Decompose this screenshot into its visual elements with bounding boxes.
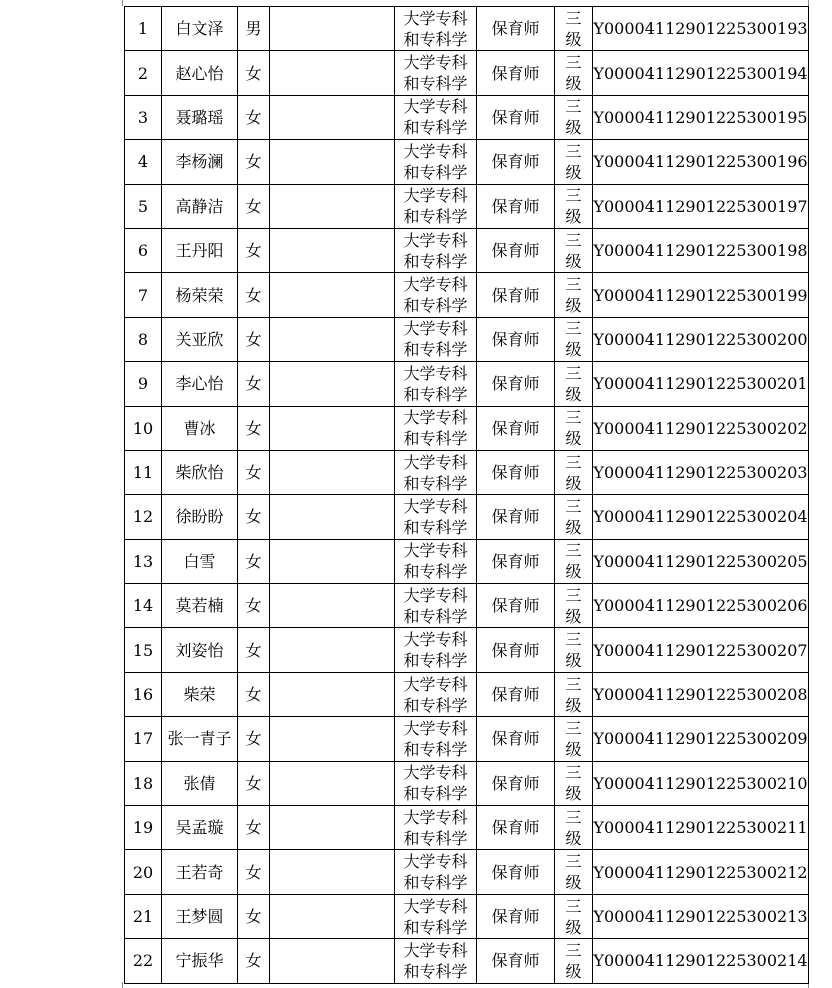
roster-table [124,6,809,984]
blank-cell [270,317,395,361]
gender: 女 [238,273,270,317]
certificate-number: Y00004112901225300195 [593,95,809,139]
gender: 女 [238,95,270,139]
gender: 女 [238,184,270,228]
level-line: 级 [565,473,582,493]
skill-level [555,273,593,317]
education-line: 大学专科 [403,363,468,383]
certificate-number: Y00004112901225300200 [593,317,809,361]
level-line: 级 [565,606,582,626]
person-name: 高静洁 [162,184,238,228]
level-line: 三 [565,8,582,28]
person-name: 莫若楠 [162,584,238,628]
blank-cell [270,228,395,272]
education [395,806,477,850]
table-row [125,850,809,894]
skill-level [555,894,593,938]
certificate-number: Y00004112901225300207 [593,628,809,672]
gender: 女 [238,495,270,539]
blank-cell [270,7,395,51]
gender: 女 [238,628,270,672]
gender: 女 [238,450,270,494]
education [395,939,477,983]
row-number: 10 [125,406,162,450]
education-line: 和专科学 [403,606,468,626]
table-row [125,628,809,672]
education [395,228,477,272]
skill-level [555,184,593,228]
blank-cell [270,850,395,894]
job-title: 保育师 [477,450,555,494]
skill-level [555,406,593,450]
row-number: 16 [125,672,162,716]
page-corner-mark [100,0,123,6]
blank-cell [270,584,395,628]
certificate-number: Y00004112901225300209 [593,717,809,761]
skill-level [555,7,593,51]
level-line: 三 [565,852,582,872]
table-row [125,717,809,761]
level-line: 三 [565,585,582,605]
certificate-number: Y00004112901225300199 [593,273,809,317]
row-number: 1 [125,7,162,51]
education-line: 大学专科 [403,630,468,650]
skill-level [555,628,593,672]
row-number: 6 [125,228,162,272]
certificate-number: Y00004112901225300212 [593,850,809,894]
skill-level [555,584,593,628]
certificate-number: Y00004112901225300202 [593,406,809,450]
person-name: 赵心怡 [162,51,238,95]
blank-cell [270,806,395,850]
row-number: 13 [125,539,162,583]
gender: 女 [238,51,270,95]
job-title: 保育师 [477,672,555,716]
person-name: 曹冰 [162,406,238,450]
row-number: 19 [125,806,162,850]
level-line: 三 [565,940,582,960]
education [395,539,477,583]
table-row [125,273,809,317]
job-title: 保育师 [477,7,555,51]
blank-cell [270,628,395,672]
job-title: 保育师 [477,140,555,184]
skill-level [555,495,593,539]
education-line: 和专科学 [403,29,468,49]
gender: 女 [238,939,270,983]
skill-level [555,806,593,850]
job-title: 保育师 [477,184,555,228]
skill-level [555,228,593,272]
job-title: 保育师 [477,539,555,583]
education-line: 大学专科 [403,940,468,960]
table-row [125,362,809,406]
table-row [125,584,809,628]
certificate-number: Y00004112901225300193 [593,7,809,51]
level-line: 级 [565,562,582,582]
gender: 女 [238,894,270,938]
skill-level [555,850,593,894]
education-line: 和专科学 [403,739,468,759]
education-line: 和专科学 [403,828,468,848]
education-line: 和专科学 [403,961,468,981]
person-name: 李杨澜 [162,140,238,184]
row-number: 3 [125,95,162,139]
blank-cell [270,273,395,317]
page-corner-mark [808,982,823,988]
person-name: 白雪 [162,539,238,583]
education [395,7,477,51]
education [395,51,477,95]
table-row [125,894,809,938]
education [395,495,477,539]
table-row [125,672,809,716]
certificate-number: Y00004112901225300201 [593,362,809,406]
level-line: 三 [565,275,582,295]
gender: 男 [238,7,270,51]
blank-cell [270,894,395,938]
job-title: 保育师 [477,495,555,539]
education-line: 和专科学 [403,562,468,582]
blank-cell [270,51,395,95]
job-title: 保育师 [477,406,555,450]
education-line: 和专科学 [403,917,468,937]
blank-cell [270,495,395,539]
education-line: 和专科学 [403,473,468,493]
education [395,717,477,761]
person-name: 白文泽 [162,7,238,51]
person-name: 李心怡 [162,362,238,406]
level-line: 三 [565,452,582,472]
education-line: 大学专科 [403,674,468,694]
table-row [125,539,809,583]
person-name: 王丹阳 [162,228,238,272]
education-line: 和专科学 [403,695,468,715]
gender: 女 [238,850,270,894]
table-row [125,7,809,51]
person-name: 柴荣 [162,672,238,716]
skill-level [555,51,593,95]
certificate-number: Y00004112901225300213 [593,894,809,938]
gender: 女 [238,761,270,805]
education-line: 和专科学 [403,296,468,316]
level-line: 三 [565,186,582,206]
education [395,273,477,317]
blank-cell [270,450,395,494]
table-row [125,406,809,450]
blank-cell [270,539,395,583]
blank-cell [270,95,395,139]
level-line: 三 [565,53,582,73]
education-line: 大学专科 [403,319,468,339]
person-name: 刘姿怡 [162,628,238,672]
education-line: 大学专科 [403,852,468,872]
blank-cell [270,362,395,406]
table-row [125,51,809,95]
education [395,95,477,139]
level-line: 三 [565,674,582,694]
row-number: 9 [125,362,162,406]
certificate-number: Y00004112901225300210 [593,761,809,805]
level-line: 三 [565,319,582,339]
education-line: 大学专科 [403,496,468,516]
education [395,761,477,805]
blank-cell [270,406,395,450]
education-line: 大学专科 [403,230,468,250]
gender: 女 [238,406,270,450]
level-line: 三 [565,896,582,916]
level-line: 级 [565,695,582,715]
level-line: 三 [565,141,582,161]
level-line: 级 [565,961,582,981]
education [395,362,477,406]
education-line: 大学专科 [403,807,468,827]
table-row [125,95,809,139]
level-line: 级 [565,384,582,404]
level-line: 三 [565,763,582,783]
row-number: 2 [125,51,162,95]
education [395,450,477,494]
job-title: 保育师 [477,761,555,805]
row-number: 4 [125,140,162,184]
education-line: 和专科学 [403,162,468,182]
level-line: 级 [565,739,582,759]
blank-cell [270,184,395,228]
level-line: 级 [565,296,582,316]
level-line: 级 [565,517,582,537]
person-name: 张一青子 [162,717,238,761]
table-row [125,140,809,184]
row-number: 12 [125,495,162,539]
level-line: 级 [565,162,582,182]
gender: 女 [238,672,270,716]
job-title: 保育师 [477,717,555,761]
skill-level [555,717,593,761]
level-line: 三 [565,541,582,561]
job-title: 保育师 [477,894,555,938]
table-row [125,495,809,539]
education-line: 大学专科 [403,141,468,161]
education-line: 和专科学 [403,384,468,404]
skill-level [555,539,593,583]
skill-level [555,939,593,983]
level-line: 级 [565,118,582,138]
job-title: 保育师 [477,850,555,894]
education [395,672,477,716]
level-line: 级 [565,784,582,804]
level-line: 级 [565,917,582,937]
page-corner-mark [808,0,823,6]
job-title: 保育师 [477,584,555,628]
job-title: 保育师 [477,362,555,406]
job-title: 保育师 [477,628,555,672]
skill-level [555,761,593,805]
level-line: 级 [565,29,582,49]
certificate-number: Y00004112901225300204 [593,495,809,539]
level-line: 级 [565,828,582,848]
job-title: 保育师 [477,939,555,983]
education [395,140,477,184]
blank-cell [270,761,395,805]
table-row [125,184,809,228]
level-line: 级 [565,651,582,671]
level-line: 三 [565,230,582,250]
level-line: 三 [565,718,582,738]
level-line: 三 [565,807,582,827]
education-line: 和专科学 [403,651,468,671]
job-title: 保育师 [477,95,555,139]
person-name: 关亚欣 [162,317,238,361]
education-line: 大学专科 [403,718,468,738]
row-number: 5 [125,184,162,228]
gender: 女 [238,806,270,850]
certificate-number: Y00004112901225300211 [593,806,809,850]
education [395,894,477,938]
certificate-number: Y00004112901225300208 [593,672,809,716]
row-number: 21 [125,894,162,938]
person-name: 张倩 [162,761,238,805]
row-number: 8 [125,317,162,361]
level-line: 三 [565,630,582,650]
person-name: 宁振华 [162,939,238,983]
certificate-number: Y00004112901225300214 [593,939,809,983]
skill-level [555,317,593,361]
education-line: 大学专科 [403,452,468,472]
certificate-number: Y00004112901225300197 [593,184,809,228]
blank-cell [270,717,395,761]
level-line: 三 [565,496,582,516]
certificate-number: Y00004112901225300203 [593,450,809,494]
level-line: 三 [565,408,582,428]
job-title: 保育师 [477,806,555,850]
education-line: 和专科学 [403,74,468,94]
certificate-number: Y00004112901225300194 [593,51,809,95]
level-line: 级 [565,873,582,893]
education-line: 大学专科 [403,275,468,295]
education-line: 大学专科 [403,896,468,916]
person-name: 王梦圆 [162,894,238,938]
roster-body [125,7,809,984]
education-line: 和专科学 [403,118,468,138]
person-name: 吴孟璇 [162,806,238,850]
education-line: 大学专科 [403,186,468,206]
education [395,850,477,894]
gender: 女 [238,362,270,406]
row-number: 15 [125,628,162,672]
person-name: 杨荣荣 [162,273,238,317]
skill-level [555,140,593,184]
person-name: 徐盼盼 [162,495,238,539]
education-line: 和专科学 [403,429,468,449]
row-number: 18 [125,761,162,805]
gender: 女 [238,140,270,184]
education-line: 和专科学 [403,517,468,537]
gender: 女 [238,539,270,583]
certificate-number: Y00004112901225300198 [593,228,809,272]
row-number: 7 [125,273,162,317]
education-line: 和专科学 [403,251,468,271]
table-row [125,228,809,272]
row-number: 22 [125,939,162,983]
education [395,628,477,672]
job-title: 保育师 [477,317,555,361]
job-title: 保育师 [477,228,555,272]
education [395,184,477,228]
row-number: 17 [125,717,162,761]
row-number: 20 [125,850,162,894]
education-line: 大学专科 [403,763,468,783]
skill-level [555,362,593,406]
gender: 女 [238,584,270,628]
level-line: 三 [565,97,582,117]
education-line: 大学专科 [403,53,468,73]
table-row [125,317,809,361]
level-line: 级 [565,340,582,360]
page-corner-mark [100,982,123,988]
blank-cell [270,672,395,716]
level-line: 级 [565,429,582,449]
skill-level [555,95,593,139]
education-line: 大学专科 [403,585,468,605]
education [395,317,477,361]
person-name: 柴欣怡 [162,450,238,494]
gender: 女 [238,228,270,272]
job-title: 保育师 [477,51,555,95]
education-line: 和专科学 [403,340,468,360]
level-line: 三 [565,363,582,383]
certificate-number: Y00004112901225300205 [593,539,809,583]
table-row [125,806,809,850]
certificate-number: Y00004112901225300196 [593,140,809,184]
person-name: 聂璐瑶 [162,95,238,139]
skill-level [555,672,593,716]
education-line: 大学专科 [403,8,468,28]
level-line: 级 [565,74,582,94]
table-row [125,450,809,494]
blank-cell [270,140,395,184]
level-line: 级 [565,251,582,271]
gender: 女 [238,317,270,361]
blank-cell [270,939,395,983]
row-number: 11 [125,450,162,494]
row-number: 14 [125,584,162,628]
job-title: 保育师 [477,273,555,317]
education-line: 和专科学 [403,784,468,804]
certificate-number: Y00004112901225300206 [593,584,809,628]
education [395,406,477,450]
education-line: 和专科学 [403,207,468,227]
gender: 女 [238,717,270,761]
education [395,584,477,628]
education-line: 和专科学 [403,873,468,893]
table-row [125,761,809,805]
education-line: 大学专科 [403,408,468,428]
education-line: 大学专科 [403,97,468,117]
level-line: 级 [565,207,582,227]
skill-level [555,450,593,494]
education-line: 大学专科 [403,541,468,561]
table-row [125,939,809,983]
person-name: 王若奇 [162,850,238,894]
